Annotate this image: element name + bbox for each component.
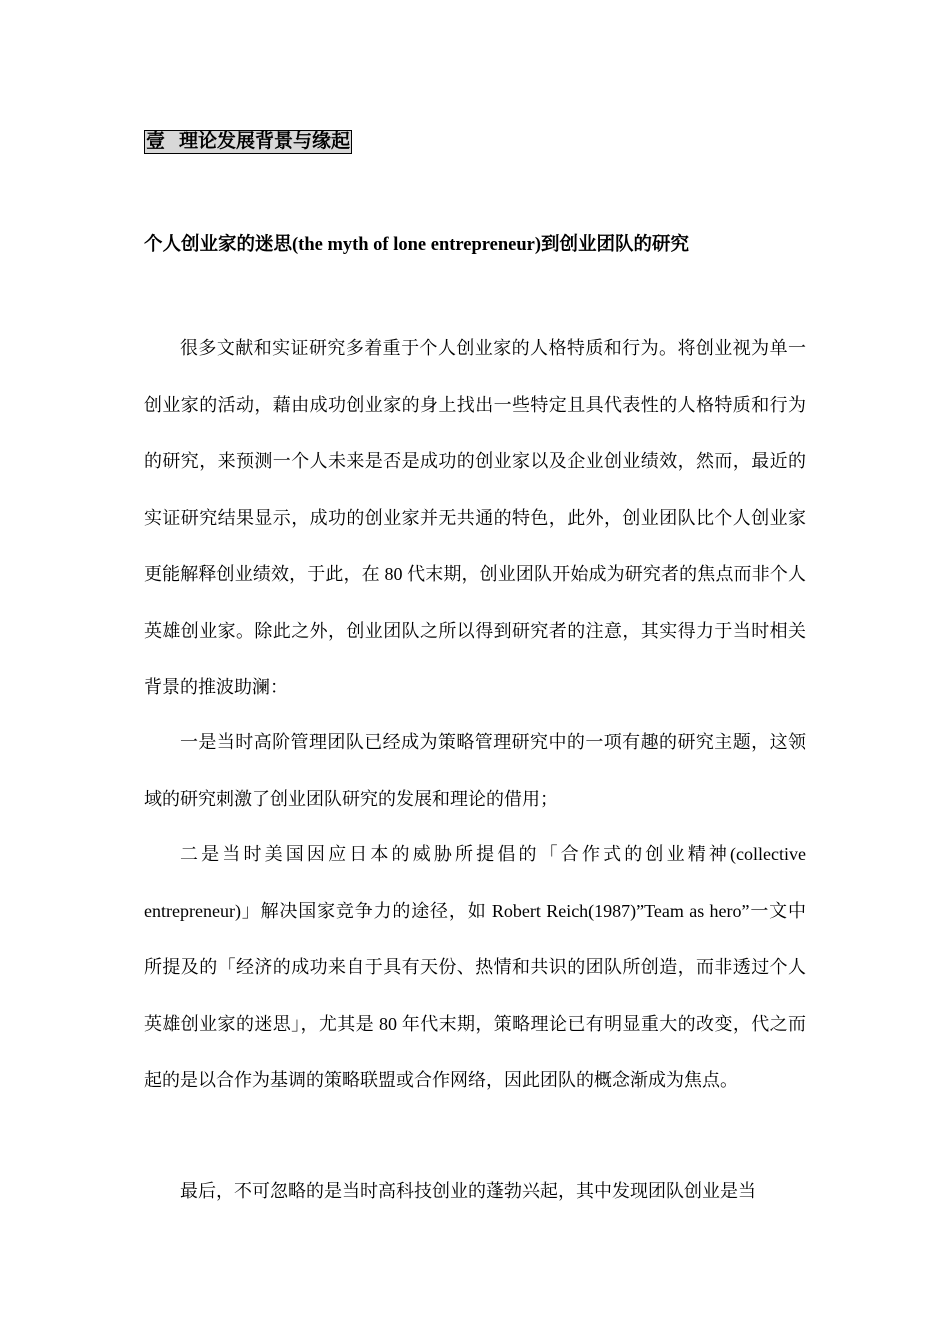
subheading: 个人创业家的迷思(the myth of lone entrepreneur)到创业团队的研究 xyxy=(144,235,690,255)
paragraph: 最后，不可忽略的是当时高科技创业的蓬勃兴起，其中发现团队创业是当 xyxy=(180,1181,756,1201)
paragraph: 一是当时高阶管理团队已经成为策略管理研究中的一项有趣的研究主题，这领域的研究刺激了创业团队研究的发展和理论的借用； xyxy=(144,732,806,809)
section-title: 理论发展背景与缘起 xyxy=(179,131,351,152)
paragraph: 二是当时美国因应日本的威胁所提倡的「合作式的创业精神(collective entrepreneur)」解决国家竞争力的途径，如 Robert Reich(1987)”Team as hero”一文中所提及的「经济的成功来自于具有天份、热情和共识的团队所创造，而非透过个人英雄创业家的迷思」，尤其是 80 年代末期，策略理论已有明显重大的改变，代之而起的是以合作为基调的策略联盟或合作网络，因此团队的概念渐成为焦点。 xyxy=(144,844,806,1090)
section-heading xyxy=(144,130,352,154)
section-number: 壹 xyxy=(146,131,166,152)
paragraph: 很多文献和实证研究多着重于个人创业家的人格特质和行为。将创业视为单一创业家的活动，藉由成功创业家的身上找出一些特定且具代表性的人格特质和行为的研究，来预测一个人未来是否是成功的创业家以及企业创业绩效，然而，最近的实证研究结果显示，成功的创业家并无共通的特色，此外，创业团队比个人创业家更能解释创业绩效，于此，在 80 代末期，创业团队开始成为研究者的焦点而非个人英雄创业家。除此之外，创业团队之所以得到研究者的注意，其实得力于当时相关背景的推波助澜： xyxy=(144,338,806,697)
